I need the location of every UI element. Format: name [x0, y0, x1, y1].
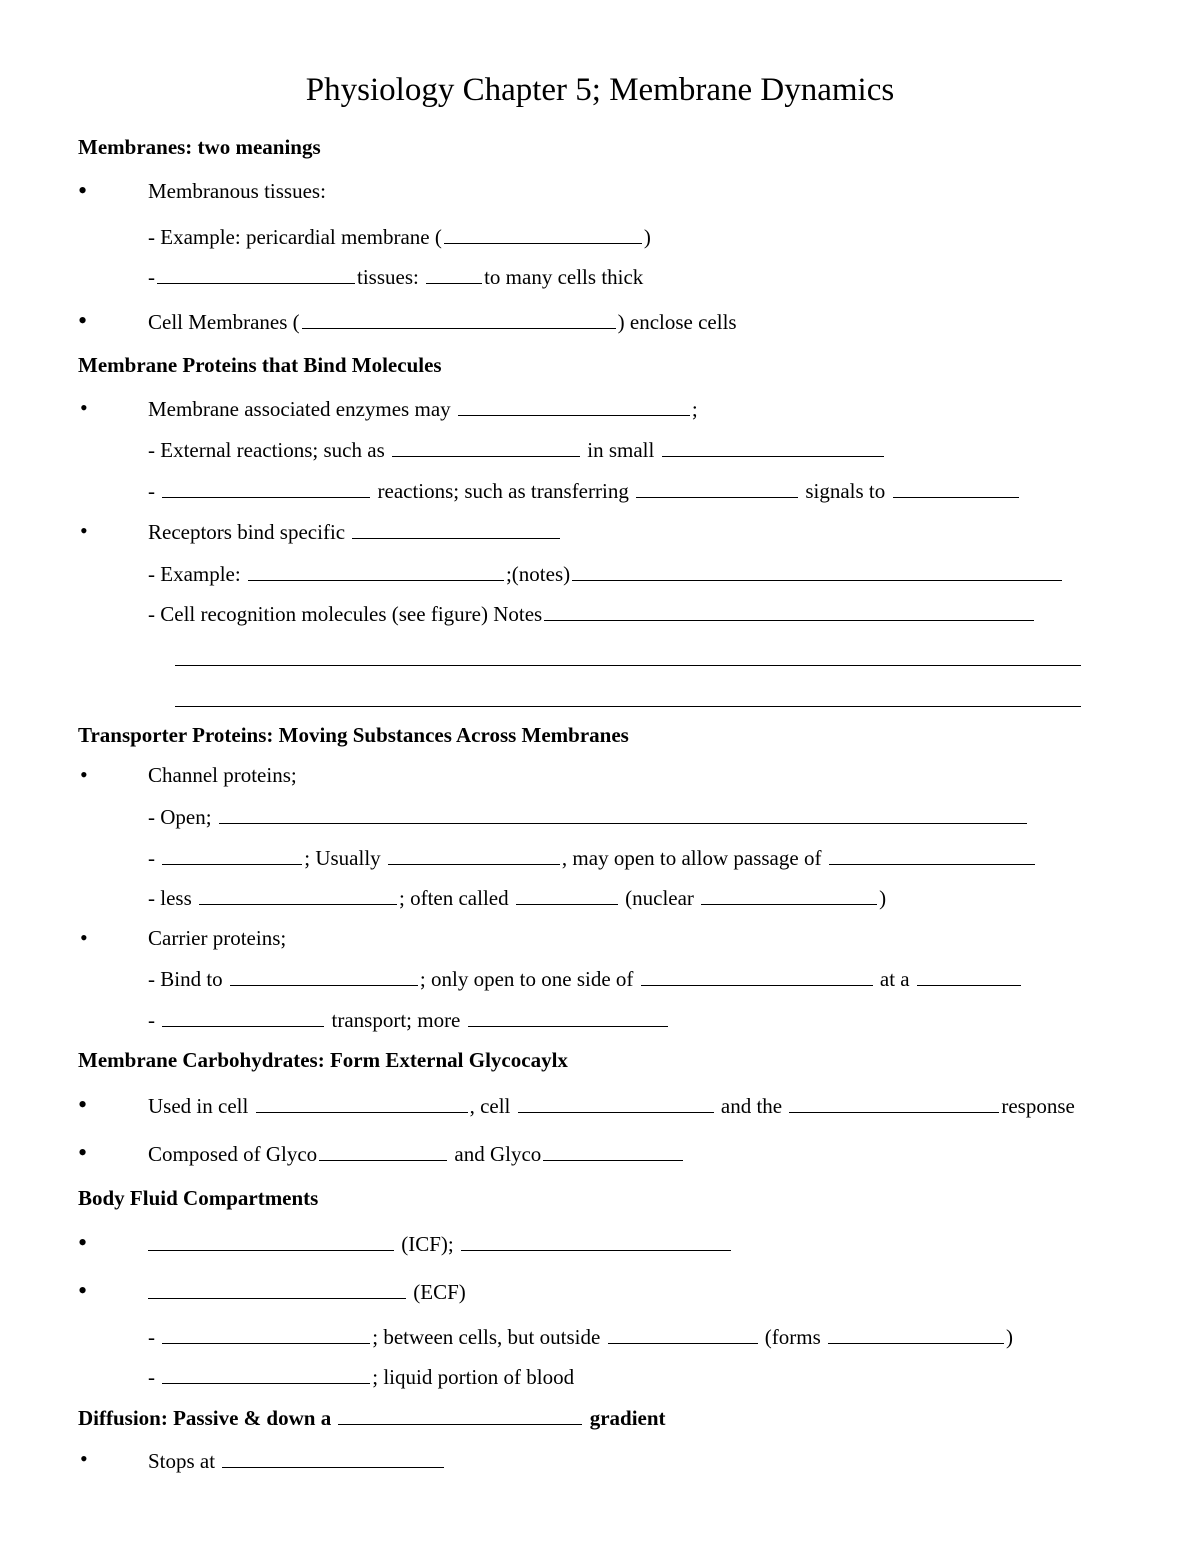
section-heading-body-fluid: Body Fluid Compartments	[78, 1186, 319, 1210]
bullet-icon: •	[80, 762, 88, 787]
section-heading-membrane-proteins: Membrane Proteins that Bind Molecules	[78, 353, 442, 377]
section-heading-diffusion: Diffusion: Passive & down a gradient	[78, 1406, 666, 1430]
line-cell-membranes: Cell Membranes ( ) enclose cells	[148, 310, 737, 334]
blank-field[interactable]	[701, 887, 877, 905]
section-heading-membranes: Membranes: two meanings	[78, 135, 321, 159]
line-receptor-example: - Example: ;(notes)	[148, 563, 1064, 585]
line-used-in-cell: Used in cell , cell and the response	[148, 1094, 1075, 1118]
blank-field[interactable]	[219, 806, 1027, 824]
blank-field[interactable]	[893, 480, 1019, 498]
blank-field[interactable]	[162, 1326, 370, 1344]
line-receptors: Receptors bind specific	[148, 521, 562, 543]
blank-field[interactable]	[148, 1233, 394, 1251]
blank-field[interactable]	[917, 968, 1021, 986]
line-stops-at: Stops at	[148, 1450, 446, 1472]
blank-field[interactable]	[392, 439, 580, 457]
blank-field[interactable]	[162, 847, 302, 865]
line-cell-recognition: - Cell recognition molecules (see figure) Notes	[148, 603, 1036, 625]
line-open: - Open;	[148, 806, 1029, 828]
line-tissues-thick: - tissues: to many cells thick	[148, 265, 644, 289]
line-usually: - ; Usually , may open to allow passage of	[148, 847, 1037, 869]
blank-field[interactable]	[162, 480, 370, 498]
notes-line[interactable]	[175, 706, 1081, 707]
blank-field[interactable]	[148, 1281, 406, 1299]
blank-field[interactable]	[468, 1009, 668, 1027]
blank-field[interactable]	[458, 398, 690, 416]
blank-field[interactable]	[302, 311, 616, 329]
blank-field[interactable]	[543, 1143, 683, 1161]
line-transport: - transport; more	[148, 1009, 670, 1031]
line-carrier-proteins: Carrier proteins;	[148, 926, 287, 950]
section-heading-membrane-carbohydrates: Membrane Carbohydrates: Form External Glycocaylx	[78, 1048, 568, 1072]
blank-field[interactable]	[636, 480, 798, 498]
blank-field[interactable]	[828, 1326, 1004, 1344]
blank-field[interactable]	[199, 887, 397, 905]
blank-field[interactable]	[157, 266, 355, 284]
blank-field[interactable]	[518, 1095, 714, 1113]
line-membranous-tissues: Membranous tissues:	[148, 179, 326, 203]
notes-line[interactable]	[175, 665, 1081, 666]
page-title: Physiology Chapter 5; Membrane Dynamics	[305, 72, 895, 108]
line-ecf: (ECF)	[148, 1281, 466, 1303]
blank-field[interactable]	[641, 968, 873, 986]
blank-field[interactable]	[662, 439, 884, 457]
bullet-icon: •	[80, 518, 88, 543]
blank-field[interactable]	[162, 1366, 370, 1384]
line-blood: - ; liquid portion of blood	[148, 1365, 575, 1389]
line-transferring: - reactions; such as transferring signals to	[148, 480, 1021, 502]
bullet-icon: •	[78, 176, 88, 205]
blank-field[interactable]	[388, 847, 560, 865]
blank-field[interactable]	[544, 603, 1034, 621]
bullet-icon: •	[80, 395, 88, 420]
blank-field[interactable]	[256, 1095, 468, 1113]
line-enzymes: Membrane associated enzymes may ;	[148, 397, 698, 421]
blank-field[interactable]	[608, 1326, 758, 1344]
blank-field[interactable]	[352, 521, 560, 539]
line-icf: (ICF);	[148, 1233, 733, 1255]
bullet-icon: •	[78, 1228, 88, 1257]
blank-field[interactable]	[222, 1450, 444, 1468]
line-bind-to: - Bind to ; only open to one side of at a	[148, 968, 1023, 990]
line-channel-proteins: Channel proteins;	[148, 763, 297, 787]
blank-field[interactable]	[338, 1407, 582, 1425]
blank-field[interactable]	[319, 1143, 447, 1161]
blank-field[interactable]	[162, 1009, 324, 1027]
blank-field[interactable]	[248, 563, 504, 581]
blank-field[interactable]	[230, 968, 418, 986]
bullet-icon: •	[78, 1138, 88, 1167]
bullet-icon: •	[80, 925, 88, 950]
blank-field[interactable]	[572, 563, 1062, 581]
blank-field[interactable]	[829, 847, 1035, 865]
blank-field[interactable]	[461, 1233, 731, 1251]
blank-field[interactable]	[789, 1095, 999, 1113]
blank-field[interactable]	[426, 266, 482, 284]
bullet-icon: •	[80, 1446, 88, 1471]
line-composed-of: Composed of Glyco and Glyco	[148, 1143, 685, 1165]
line-external-reactions: - External reactions; such as in small	[148, 439, 886, 461]
bullet-icon: •	[78, 306, 88, 335]
blank-field[interactable]	[516, 887, 618, 905]
bullet-icon: •	[78, 1090, 88, 1119]
line-nuclear: - less ; often called (nuclear )	[148, 886, 887, 910]
section-heading-transporter-proteins: Transporter Proteins: Moving Substances Across Membranes	[78, 723, 629, 747]
line-between-cells: - ; between cells, but outside (forms )	[148, 1325, 1014, 1349]
blank-field[interactable]	[444, 226, 642, 244]
bullet-icon: •	[78, 1276, 88, 1305]
line-pericardial: - Example: pericardial membrane ( )	[148, 225, 651, 249]
